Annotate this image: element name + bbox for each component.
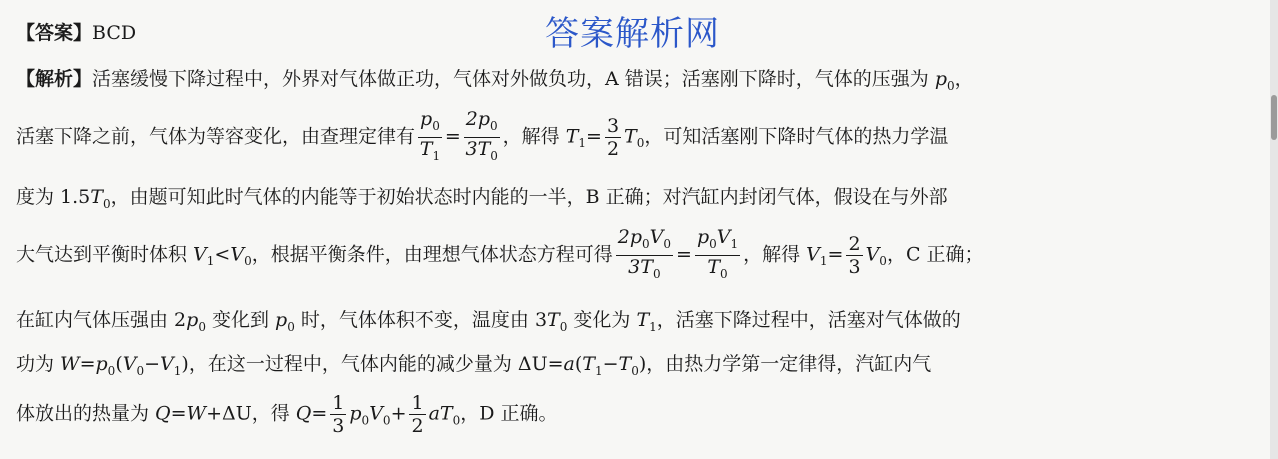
fraction xyxy=(409,392,425,437)
sub: 0 xyxy=(720,266,728,281)
sub: 1 xyxy=(730,236,739,251)
fraction xyxy=(605,115,621,160)
var-w: W xyxy=(186,402,207,425)
analysis-line-4 xyxy=(16,226,1262,285)
fraction xyxy=(418,108,442,167)
var-a: a xyxy=(563,353,575,375)
sub: 0 xyxy=(198,319,206,334)
text: ，解得 xyxy=(502,125,566,148)
text: ，解得 xyxy=(743,243,807,266)
var-t: T xyxy=(547,309,560,331)
var-t: T xyxy=(565,125,579,148)
var-p: p xyxy=(275,309,288,331)
sub: 0 xyxy=(636,136,645,151)
equals: = xyxy=(79,353,96,375)
equals: = xyxy=(444,125,461,148)
var-v: V xyxy=(649,226,664,248)
var-a: a xyxy=(428,402,440,425)
var-p: p xyxy=(934,68,947,90)
minus: − xyxy=(602,353,619,375)
text: 大气达到平衡时体积 xyxy=(16,243,194,266)
var-3t: 3T xyxy=(465,137,491,160)
less-than: < xyxy=(214,243,231,266)
var-v: V xyxy=(230,243,245,266)
text: ，可知活塞刚下降时气体的热力学温 xyxy=(644,125,949,148)
var-p: p xyxy=(696,226,710,248)
sub: 0 xyxy=(432,118,440,133)
var-p: p xyxy=(349,402,362,425)
var-v: V xyxy=(806,243,820,266)
text: )，在这一过程中，气体内能的减少量为 ΔU= xyxy=(181,353,564,375)
sub: 0 xyxy=(490,148,498,163)
text: ，D 正确。 xyxy=(460,402,558,425)
var-t: T xyxy=(90,186,103,208)
var-t: T xyxy=(624,125,637,148)
var-q: Q xyxy=(155,402,171,425)
text: 时，气体体积不变，温度由 3 xyxy=(294,309,548,331)
sub: 0 xyxy=(631,363,639,378)
sub: 1 xyxy=(594,363,603,378)
text: 功为 xyxy=(16,353,61,375)
text: 变化到 xyxy=(205,309,276,331)
plus: + xyxy=(390,402,407,425)
var-q: Q xyxy=(295,402,312,425)
sub: 0 xyxy=(107,363,116,378)
var-v: V xyxy=(865,243,880,266)
equals: = xyxy=(170,402,187,425)
text: 体放出的热量为 xyxy=(16,402,156,425)
equals: = xyxy=(827,243,844,266)
var-v: V xyxy=(716,226,731,248)
sub: 0 xyxy=(102,196,111,211)
var-t: T xyxy=(419,137,433,160)
sub: 0 xyxy=(382,413,391,428)
sub: 0 xyxy=(287,319,295,334)
text: 变化为 xyxy=(567,309,637,331)
text: )，由热力学第一定律得，汽缸内气 xyxy=(638,353,932,375)
analysis-line-5 xyxy=(16,305,1262,334)
sub: 0 xyxy=(879,254,887,269)
den: 2 xyxy=(411,415,424,437)
sub: 1 xyxy=(173,363,182,378)
analysis-line-6 xyxy=(16,349,1262,378)
sub: 0 xyxy=(244,254,252,269)
num: 3 xyxy=(606,114,620,137)
sub: 1 xyxy=(649,319,657,334)
sub: 0 xyxy=(709,236,717,251)
sub: 0 xyxy=(663,236,672,251)
text: 活塞下降之前，气体为等容变化，由查理定律有 xyxy=(16,125,416,148)
sub: 0 xyxy=(947,78,955,93)
sub: 0 xyxy=(642,236,650,251)
minus: − xyxy=(144,353,161,375)
sub: 0 xyxy=(652,266,661,281)
sub: 0 xyxy=(490,118,498,133)
scrollbar-thumb[interactable] xyxy=(1271,95,1277,140)
var-t: T xyxy=(582,353,595,375)
fraction xyxy=(616,226,673,285)
den: 3 xyxy=(332,415,345,437)
sub: 1 xyxy=(432,148,441,163)
analysis-line-3 xyxy=(16,182,1262,211)
sub: 1 xyxy=(206,254,215,269)
sub: 0 xyxy=(559,319,568,334)
text: ( xyxy=(574,353,583,375)
text: ，根据平衡条件，由理想气体状态方程可得 xyxy=(251,243,613,266)
text: ，C 正确； xyxy=(886,243,984,266)
num: 2 xyxy=(848,232,861,255)
answer-tag: 【答案】 xyxy=(16,22,93,44)
var-2p: 2p xyxy=(617,226,642,248)
text: 度为 1.5 xyxy=(16,186,91,208)
analysis-tag: 【解析】 xyxy=(16,68,93,90)
var-t: T xyxy=(618,353,632,375)
equals: = xyxy=(586,125,602,148)
text: ( xyxy=(115,353,123,375)
den: 2 xyxy=(606,137,620,160)
answer-line xyxy=(16,18,1262,45)
fraction xyxy=(330,392,346,437)
var-v: V xyxy=(193,243,207,266)
num: 1 xyxy=(332,392,345,414)
var-t: T xyxy=(439,402,453,425)
text: +ΔU，得 xyxy=(206,402,296,425)
var-p: p xyxy=(95,353,108,375)
analysis-line-2 xyxy=(16,108,1262,167)
sub: 1 xyxy=(578,136,587,151)
text: ，由题可知此时气体的内能等于初始状态时内能的一半，B 正确；对汽缸内封闭气体，假设在与外部 xyxy=(110,186,948,208)
den: 3 xyxy=(848,255,861,278)
equals: = xyxy=(676,243,692,266)
text: 在缸内气体压强由 2 xyxy=(16,309,187,331)
var-t: T xyxy=(636,309,650,331)
var-v: V xyxy=(160,353,174,375)
analysis-line-1 xyxy=(16,64,1262,93)
scrollbar[interactable] xyxy=(1270,0,1278,459)
var-p: p xyxy=(420,108,433,130)
sub: 1 xyxy=(819,254,828,269)
text: ，活塞下降过程中，活塞对气体做的 xyxy=(656,309,961,331)
sub: 0 xyxy=(136,363,145,378)
sub: 0 xyxy=(452,413,461,428)
var-3t: 3T xyxy=(628,255,653,278)
var-w: W xyxy=(60,353,80,375)
sub: 0 xyxy=(361,413,370,428)
watermark-title: 答案解析网 xyxy=(545,14,720,54)
analysis-line-7 xyxy=(16,392,1262,437)
var-v: V xyxy=(369,402,383,425)
fraction xyxy=(464,108,500,167)
text: 活塞缓慢下降过程中，外界对气体做正功，气体对外做负功，A 错误；活塞刚下降时，气体的压强为 xyxy=(92,68,935,90)
var-p: p xyxy=(186,309,199,331)
var-2p: 2p xyxy=(465,108,491,130)
var-t: T xyxy=(707,255,721,278)
num: 1 xyxy=(411,392,424,414)
equals: = xyxy=(311,402,328,425)
fraction xyxy=(695,226,740,285)
var-v: V xyxy=(122,353,137,375)
text: ， xyxy=(954,68,974,90)
fraction xyxy=(846,233,862,278)
answer-value: BCD xyxy=(92,22,137,44)
